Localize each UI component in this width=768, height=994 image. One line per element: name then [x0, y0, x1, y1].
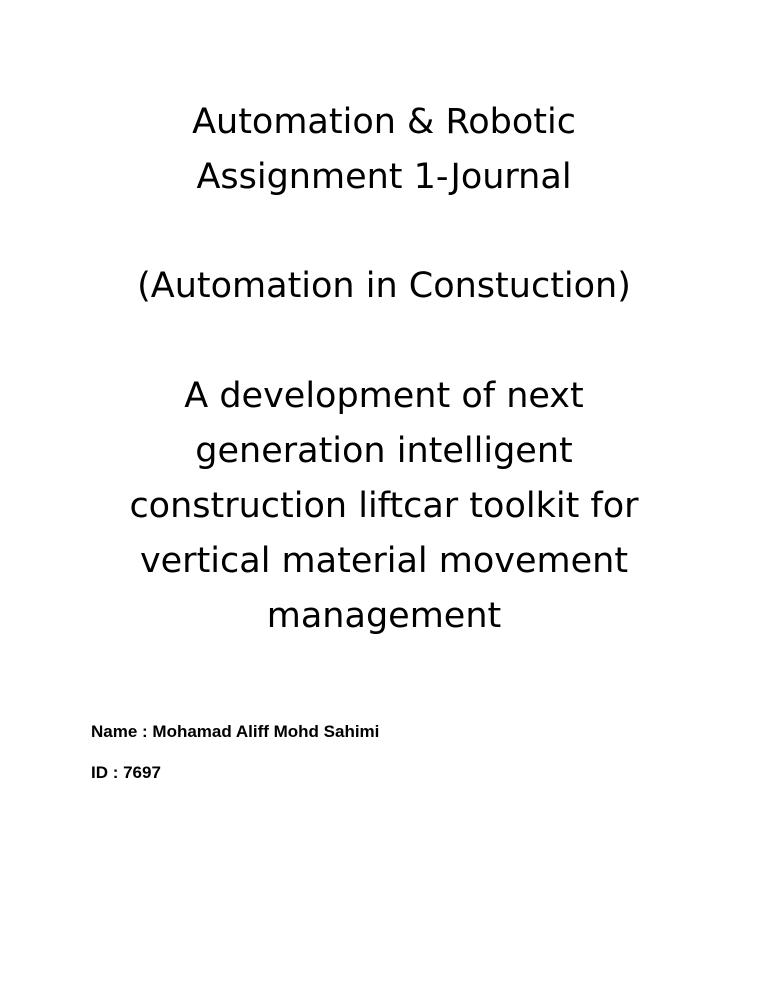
course-title-line: Automation & Robotic [192, 102, 576, 142]
author-name: Name : Mohamad Aliff Mohd Sahimi [91, 722, 380, 741]
author-id: ID : 7697 [91, 763, 161, 782]
paper-title-line-3: construction liftcar toolkit for [129, 486, 639, 526]
paper-title-line-5: management [266, 596, 502, 636]
journal-subtitle [0, 259, 768, 314]
paper-title-line-4: vertical material movement [139, 541, 629, 581]
paper-title-line-1: A development of next [184, 376, 584, 416]
course-title [0, 95, 768, 205]
paper-title [0, 369, 768, 644]
paper-title-line-2: generation intelligent [195, 431, 573, 471]
assignment-title-line: Assignment 1-Journal [196, 157, 572, 197]
journal-subtitle-text: (Automation in Constuction) [137, 266, 631, 306]
